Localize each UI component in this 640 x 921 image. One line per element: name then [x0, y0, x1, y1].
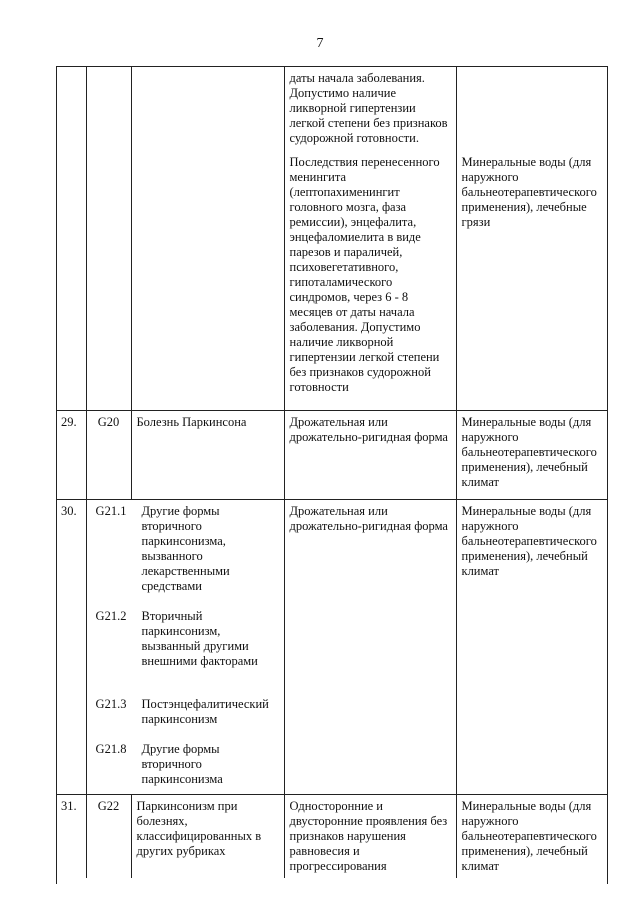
- icd-code: G22: [86, 794, 131, 878]
- page-number: 7: [316, 36, 324, 51]
- table-row: [57, 410, 608, 499]
- disease-name: Постэнцефалитический паркинсонизм: [141, 696, 269, 726]
- subitem: [87, 609, 281, 669]
- disease-name: Другие формы вторичного паркинсонизма, вызванного лекарственными средствами: [141, 503, 230, 593]
- disease-name: Болезнь Паркинсона: [131, 410, 284, 499]
- disease-form: Односторонние и двусторонние проявления без признаков нарушения равновесия и прогрессирования: [284, 794, 456, 878]
- disease-name: Другие формы вторичного паркинсонизма: [141, 741, 223, 786]
- subitem: [87, 504, 281, 594]
- row-number: 30.: [57, 499, 86, 794]
- cell-form: [284, 67, 456, 410]
- treatment-factors: Минеральные воды (для наружного бальнеотерапевтического применения), лечебный климат: [456, 499, 608, 794]
- icd-code: G21.3: [95, 696, 127, 711]
- table-row: [57, 794, 608, 878]
- indications-table: [57, 67, 608, 878]
- cell-number: [57, 67, 86, 410]
- subitem: [87, 697, 281, 727]
- row-number: 31.: [61, 798, 77, 813]
- icd-code: G21.2: [95, 608, 127, 623]
- form-text: Последствия перенесенного менингита (лептопахименингит головного мозга, фаза ремиссии), энцефалита, энцефаломиелита в виде парезов и параличей, психовегетативного, гипоталамического синдромов, через 6 - 8 месяцев от даты начала заболевания. Допустимо наличие ликворной гипертензии легкой степени без признаков судорожной готовности: [289, 155, 440, 394]
- disease-form: Дрожательная или дрожательно-ригидная форма: [284, 410, 456, 499]
- subitem: [87, 742, 281, 787]
- disease-name: Вторичный паркинсонизм, вызванный другими внешними факторами: [141, 608, 258, 668]
- subitems-cell: [86, 499, 284, 794]
- cell-treatment: [456, 67, 608, 410]
- disease-form: Дрожательная или дрожательно-ригидная форма: [284, 499, 456, 794]
- disease-name: Паркинсонизм при болезнях, классифицированных в других рубриках: [131, 794, 284, 878]
- form-text: даты начала заболевания. Допустимо наличие ликворной гипертензии легкой степени без признаков судорожной готовности.: [289, 71, 448, 145]
- cell-code: [86, 67, 131, 410]
- table-row-continuation: [57, 67, 608, 410]
- treatment-text: Минеральные воды (для наружного бальнеотерапевтического применения), лечебные грязи: [461, 155, 597, 229]
- icd-code: G21.1: [95, 503, 127, 518]
- treatment-factors: Минеральные воды (для наружного бальнеотерапевтического применения), лечебный климат: [456, 410, 608, 499]
- icd-code: G20: [86, 410, 131, 499]
- cell-disease: [131, 67, 284, 410]
- icd-code: G21.8: [95, 741, 127, 756]
- row-number: 29.: [57, 410, 86, 499]
- treatment-factors: Минеральные воды (для наружного бальнеотерапевтического применения), лечебный климат: [456, 794, 608, 878]
- table-row: [57, 499, 608, 794]
- indications-table-frame: [56, 66, 608, 884]
